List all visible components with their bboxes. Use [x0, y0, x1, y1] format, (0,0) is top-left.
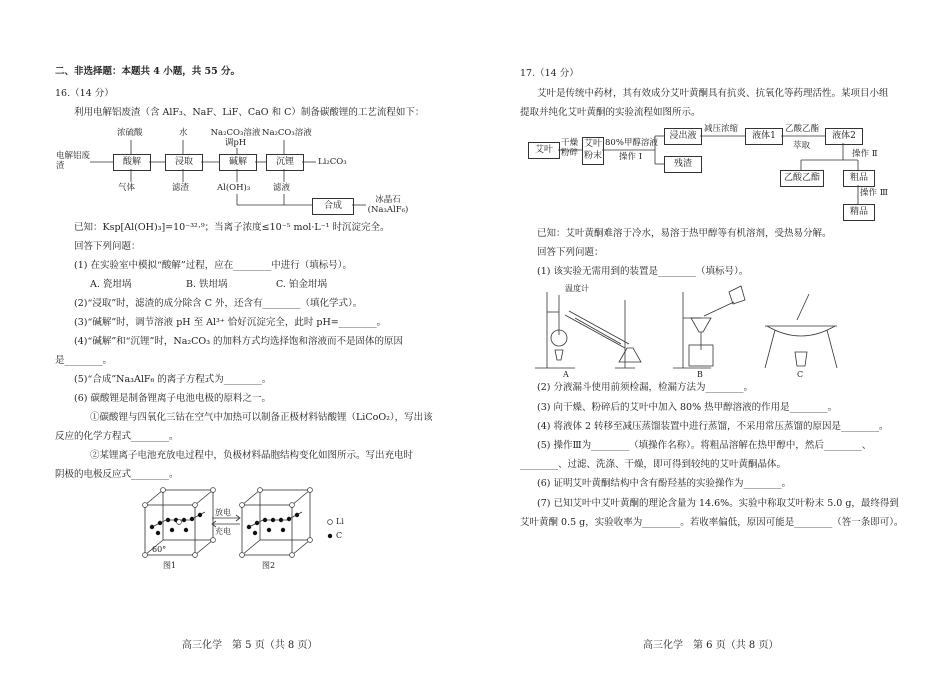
flow-product: Li₂CO₃ — [318, 157, 347, 167]
q16-6-2: ②某锂离子电池充放电过程中，负极材料晶胞结构变化如图所示。写出充电时 — [90, 450, 414, 461]
carbon-atom — [295, 513, 299, 517]
apparatus-label-c: C — [797, 370, 804, 379]
lithium-atom — [143, 503, 148, 508]
q16-1-option: A. 瓷坩埚 — [90, 279, 132, 290]
q17-5: (5) 操作Ⅲ为________（填操作名称）。将粗品溶解在热甲醇中，然后________、 — [537, 440, 872, 451]
carbon-atom — [184, 528, 188, 532]
carbon-atom — [281, 528, 285, 532]
flow-step-box: 沉锂 — [266, 154, 304, 171]
angle-label: 60° — [152, 545, 167, 554]
lithium-atom — [240, 553, 245, 558]
apparatus-label-a: A — [563, 370, 569, 379]
carbon-atom — [198, 513, 202, 517]
byproduct-label: 气体 — [118, 183, 136, 193]
carbon-atom — [170, 528, 174, 532]
q17-1: (1) 该实验无需用到的装置是________（填标号）。 — [537, 266, 749, 277]
lithium-atom — [161, 488, 166, 493]
q16-answer-prompt: 回答下列问题： — [74, 241, 141, 252]
flow-op-label: 操作 Ⅰ — [619, 152, 643, 162]
flow-final: 冰晶石 (Na₃AlF₆) — [367, 195, 409, 215]
fig1-caption: 图1 — [163, 561, 177, 570]
charge-label: 充电 — [215, 527, 231, 536]
reagent-label: Na₂CO₃溶液调pH — [210, 128, 261, 148]
flow-box: 乙酸乙酯 — [780, 170, 824, 187]
carbon-atom — [263, 518, 267, 522]
flow-op-label: 操作 Ⅱ — [852, 149, 878, 159]
q17-intro-1: 艾叶是传统中药材，其有效成分艾叶黄酮具有抗炎、抗氧化等药理活性。某项目小组 — [537, 88, 889, 99]
carbon-atom — [267, 528, 271, 532]
carbon-atom — [182, 518, 186, 522]
flow-step-box: 酸解 — [113, 154, 151, 171]
reagent-label: 水 — [179, 128, 188, 138]
legend-c: C — [336, 531, 343, 540]
flow-step-label: 减压浓缩 — [704, 124, 739, 134]
carbon-atom — [166, 518, 170, 522]
q17-6: (6) 证明艾叶黄酮结构中含有酚羟基的实验操作为________。 — [537, 478, 791, 489]
flow-combine-box: 合成 — [312, 198, 354, 215]
carbon-atom — [190, 517, 194, 521]
lithium-atom — [177, 520, 182, 525]
q16-6-1: ①碳酸锂与四氧化三钴在空气中加热可以制备正极材料钴酸锂（LiCoO₂），写出该 — [90, 412, 433, 423]
thermometer-label: 温度计 — [565, 284, 589, 293]
lithium-atom — [211, 488, 216, 493]
flow-step-label: 萃取 — [793, 141, 811, 151]
q16-6: (6) 碳酸锂是制备锂离子电池电极的原料之一。 — [74, 393, 271, 404]
q16-4-cont: 是________。 — [55, 355, 113, 366]
flow-box: 液体2 — [825, 128, 863, 145]
flow-box: 艾叶 — [528, 142, 560, 159]
legend-li: Li — [336, 517, 344, 526]
flow-op-label: 操作 Ⅲ — [860, 188, 888, 198]
carbon-atom — [271, 518, 275, 522]
flow-step-box: 浸取 — [165, 154, 203, 171]
byproduct-label: Al(OH)₃ — [217, 183, 251, 193]
carbon-atom — [255, 521, 259, 525]
lithium-atom — [193, 553, 198, 558]
q17-4: (4) 将液体 2 转移至减压蒸馏装置中进行蒸馏，不采用常压蒸馏的原因是________。 — [537, 421, 889, 432]
flow-box: 艾叶粉末 — [582, 137, 604, 165]
right-page — [475, 0, 950, 682]
q17-5-cont: ________、过滤、洗涤、干燥，即可得到较纯的艾叶黄酮晶体。 — [520, 459, 787, 470]
legend-lithium-dot — [328, 520, 333, 525]
q17-7: (7) 已知艾叶中艾叶黄酮的理论含量为 14.6%。实验中称取艾叶粉末 5.0 g，最终得到 — [537, 498, 899, 509]
q17-intro-2: 提取并纯化艾叶黄酮的实验流程如图所示。 — [520, 107, 701, 118]
carbon-atom — [156, 531, 160, 535]
flow-box: 浸出液 — [664, 128, 702, 145]
lithium-atom — [308, 538, 313, 543]
lithium-atom — [258, 488, 263, 493]
flow-step-box: 碱解 — [219, 154, 257, 171]
discharge-label: 放电 — [215, 508, 231, 517]
q16-known: 已知：Ksp[Al(OH)₃]=10⁻³²·⁹；当离子浓度≤10⁻⁵ mol·L⁻¹ 时沉淀完全。 — [74, 222, 390, 233]
byproduct-label: 滤渣 — [172, 183, 190, 193]
reagent-label: Na₂CO₃溶液 — [262, 128, 312, 138]
apparatus-label-b: B — [697, 370, 703, 379]
lithium-atom — [211, 538, 216, 543]
lithium-atom — [290, 503, 295, 508]
flow-reagent-label: 80%甲醇溶液 — [605, 138, 658, 148]
apparatus-figure — [475, 0, 950, 682]
q16-6-1-cont: 反应的化学方程式________。 — [55, 431, 179, 442]
q17-7-cont: 艾叶黄酮 0.5 g，实验收率为________。若收率偏低，原因可能是________（答一条即可）。 — [520, 517, 904, 528]
fig2-caption: 图2 — [262, 561, 276, 570]
q16-3: (3)“碱解”时，调节溶液 pH 至 Al³⁺ 恰好沉淀完全，此时 pH=________。 — [74, 317, 387, 328]
q16-5: (5)“合成”Na₃AlF₆ 的离子方程式为________。 — [74, 374, 272, 385]
q17-known: 已知：艾叶黄酮难溶于冷水，易溶于热甲醇等有机溶剂，受热易分解。 — [537, 228, 832, 239]
flow-step-label: 干燥 粉碎 — [561, 138, 579, 158]
flow-box: 液体1 — [745, 128, 783, 145]
carbon-atom — [158, 521, 162, 525]
byproduct-label: 滤液 — [273, 183, 291, 193]
reagent-label: 浓硫酸 — [117, 128, 143, 138]
section-header: 二、非选择题：本题共 4 小题，共 55 分。 — [55, 66, 241, 77]
flow-box: 粗品 — [843, 170, 875, 187]
carbon-atom — [279, 518, 283, 522]
flow-start: 电解铝废渣 — [56, 151, 91, 171]
carbon-atom — [253, 531, 257, 535]
q16-header: 16.（14 分） — [55, 88, 114, 99]
legend-carbon-dot — [328, 534, 332, 538]
q16-1-option: C. 铂金坩埚 — [276, 279, 327, 290]
lithium-atom — [143, 553, 148, 558]
q17-answer-prompt: 回答下列问题： — [537, 247, 604, 258]
q16-1: (1) 在实验室中模拟“酸解”过程，应在________中进行（填标号）。 — [74, 260, 352, 271]
q16-4: (4)“碱解”和“沉锂”时，Na₂CO₃ 的加料方式均选择饱和溶液而不是固体的原因 — [74, 336, 404, 347]
lithium-atom — [290, 553, 295, 558]
lithium-atom — [240, 503, 245, 508]
q17-2: (2) 分液漏斗使用前须检漏，检漏方法为________。 — [537, 382, 753, 393]
carbon-atom — [287, 517, 291, 521]
carbon-atom — [247, 525, 251, 529]
flow-step-label: 乙酸乙酯 — [785, 124, 820, 134]
q16-1-option: B. 铁坩埚 — [186, 279, 228, 290]
q17-3: (3) 向干燥、粉碎后的艾叶中加入 80% 热甲醇溶液的作用是________。 — [537, 402, 838, 413]
page-footer: 高三化学 第 6 页（共 8 页） — [643, 640, 779, 651]
q16-intro: 利用电解铝废渣（含 AlF₃、NaF、LiF、CaO 和 C）制备碳酸锂的工艺流程如下： — [74, 107, 425, 118]
lithium-atom — [308, 488, 313, 493]
lithium-atom — [193, 503, 198, 508]
q16-6-2-cont: 阴极的电极反应式________。 — [55, 469, 179, 480]
page-footer: 高三化学 第 5 页（共 8 页） — [182, 640, 318, 651]
q16-2: (2)“浸取”时，滤渣的成分除含 C 外，还含有________（填化学式）。 — [74, 298, 363, 309]
flow-box: 残渣 — [664, 156, 702, 173]
flow-box: 精品 — [843, 204, 875, 221]
carbon-atom — [150, 525, 154, 529]
q17-header: 17.（14 分） — [520, 68, 579, 79]
